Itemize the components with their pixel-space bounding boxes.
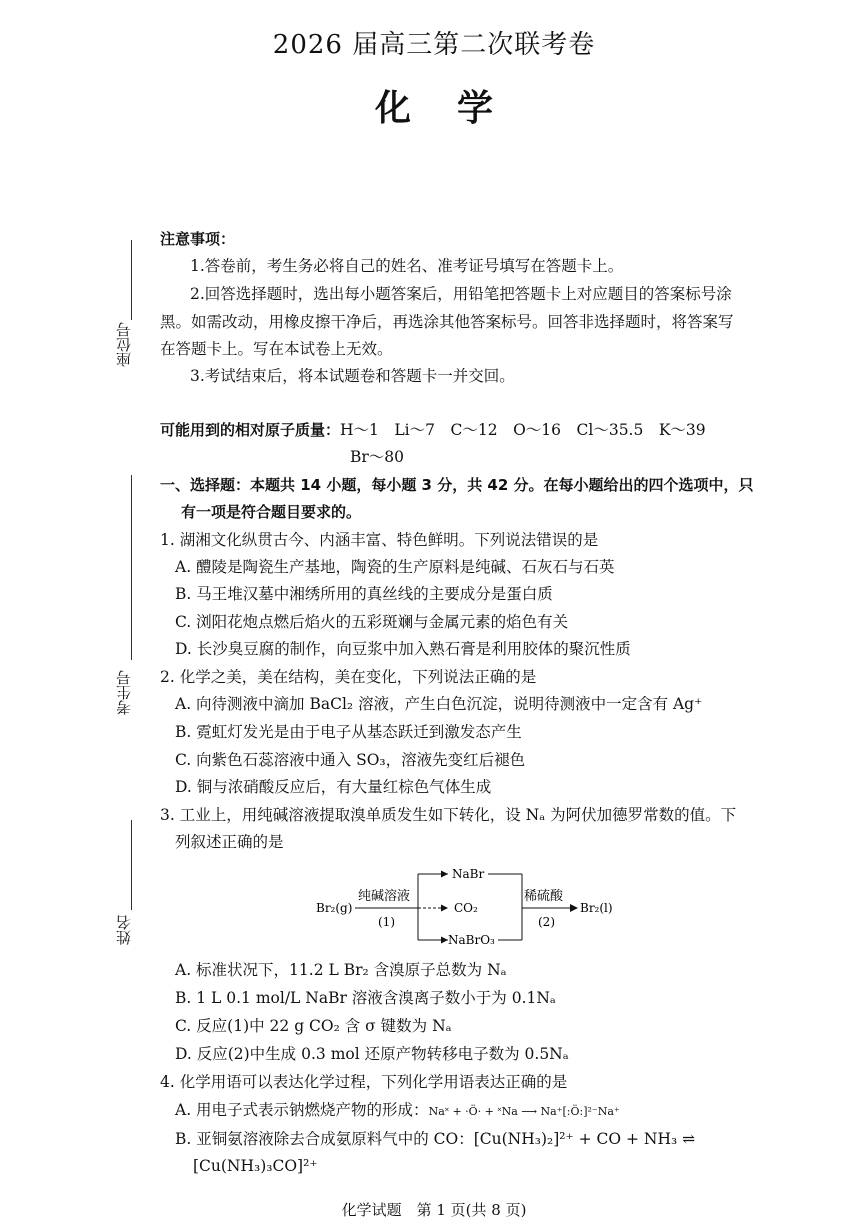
q1-stem: 1. 湖湘文化纵贯古今、内涵丰富、特色鲜明。下列说法错误的是: [160, 531, 599, 549]
q2-stem: 2. 化学之美，美在结构，美在变化，下列说法正确的是: [160, 668, 537, 686]
q3-option-b: B. 1 L 0.1 mol/L NaBr 溶液含溴离子数小于为 0.1Nₐ: [175, 989, 556, 1007]
q1-option-b: B. 马王堆汉墓中湘绣所用的真丝线的主要成分是蛋白质: [175, 585, 553, 603]
notice-item-1: 1.答卷前，考生务必将自己的姓名、准考证号填写在答题卡上。: [190, 257, 624, 275]
diagram-product-co2: CO₂: [454, 901, 478, 915]
diagram-step-1: (1): [378, 915, 395, 929]
q2-option-b: B. 霓虹灯发光是由于电子从基态跃迁到激发态产生: [175, 723, 522, 741]
q3-option-a: A. 标准状况下，11.2 L Br₂ 含溴原子总数为 Nₐ: [175, 961, 507, 979]
q3-option-d: D. 反应(2)中生成 0.3 mol 还原产物转移电子数为 0.5Nₐ: [175, 1045, 569, 1063]
q1-option-a: A. 醴陵是陶瓷生产基地，陶瓷的生产原料是纯碱、石灰石与石英: [175, 558, 615, 576]
bromine-process-diagram: [310, 858, 640, 950]
notice-item-3: 3.考试结束后，将本试题卷和答题卡一并交回。: [190, 367, 515, 385]
diagram-step-2: (2): [538, 915, 555, 929]
diagram-start: Br₂(g): [316, 901, 353, 915]
name-label: 姓名: [115, 915, 133, 945]
q3-option-c: C. 反应(1)中 22 g CO₂ 含 σ 键数为 Nₐ: [175, 1017, 452, 1035]
exam-title: 2026 届高三第二次联考卷: [272, 30, 596, 60]
exam-no-label: 考生号: [115, 670, 133, 715]
atomic-mass-values: H～1 Li～7 C～12 O～16 Cl～35.5 K～39: [340, 421, 706, 439]
q4-option-b-cont: [Cu(NH₃)₃CO]²⁺: [193, 1157, 318, 1175]
seat-fill-line: [131, 240, 132, 320]
q3-stem-cont: 列叙述正确的是: [175, 833, 284, 851]
q3-stem: 3. 工业上，用纯碱溶液提取溴单质发生如下转化，设 Nₐ 为阿伏加德罗常数的值。下: [160, 806, 737, 824]
q4-option-a: [175, 1097, 620, 1125]
diagram-arrowhead-top: [441, 871, 448, 878]
q2-option-d: D. 铜与浓硝酸反应后，有大量红棕色气体生成: [175, 778, 492, 796]
notice-item-2-cont: 黑。如需改动，用橡皮擦干净后，再选涂其他答案标号。回答非选择题时，将答案写: [160, 313, 734, 331]
atomic-mass-label: 可能用到的相对原子质量：: [160, 421, 341, 439]
diagram-reagent-1: 纯碱溶液: [358, 889, 411, 904]
diagram-product-nabr: NaBr: [452, 867, 485, 881]
page-footer: 化学试题 第 1 页(共 8 页): [341, 1201, 527, 1219]
atomic-mass-values-2: Br～80: [350, 448, 405, 466]
notice-heading: 注意事项：: [160, 230, 236, 248]
diagram-arrowhead-bottom: [441, 937, 448, 944]
name-fill-line: [131, 820, 132, 910]
atomic-mass-line: [160, 417, 706, 443]
diagram-end: Br₂(l): [580, 901, 613, 915]
notice-item-2: 2.回答选择题时，选出每小题答案后，用铅笔把答题卡上对应题目的答案标号涂: [190, 285, 732, 303]
q2-option-a: A. 向待测液中滴加 BaCl₂ 溶液，产生白色沉淀，说明待测液中一定含有 Ag⁺: [175, 695, 703, 713]
subject-title: 化学: [374, 87, 539, 129]
section-heading-cont: 有一项是符合题目要求的。: [181, 503, 362, 521]
diagram-reagent-2: 稀硫酸: [524, 889, 564, 904]
section-heading: 一、选择题：本题共 14 小题，每小题 3 分，共 42 分。在每小题给出的四个选项中，只: [160, 476, 754, 494]
q4-option-a-formula: Na˟ + ·Ö· + ˟Na ⟶ Na⁺[:Ö:]²⁻Na⁺: [428, 1105, 620, 1118]
diagram-arrowhead-mid: [441, 905, 448, 912]
q4-option-b: B. 亚铜氨溶液除去合成氨原料气中的 CO：[Cu(NH₃)₂]²⁺ + CO + NH₃ ⇌: [175, 1130, 696, 1148]
seat-label: 座位号: [115, 322, 133, 367]
q4-stem: 4. 化学用语可以表达化学过程，下列化学用语表达正确的是: [160, 1073, 568, 1091]
q2-option-c: C. 向紫色石蕊溶液中通入 SO₃，溶液先变红后褪色: [175, 751, 526, 769]
q4-option-a-text: A. 用电子式表示钠燃烧产物的形成：: [175, 1101, 429, 1119]
q1-option-d: D. 长沙臭豆腐的制作，向豆浆中加入熟石膏是利用胶体的聚沉性质: [175, 640, 631, 658]
notice-item-2-cont2: 在答题卡上。写在本试卷上无效。: [160, 340, 393, 358]
diagram-arrowhead-2: [570, 904, 578, 912]
q1-option-c: C. 浏阳花炮点燃后焰火的五彩斑斓与金属元素的焰色有关: [175, 613, 569, 631]
diagram-product-nabro3: NaBrO₃: [448, 933, 495, 947]
exam-no-fill-line: [131, 475, 132, 660]
